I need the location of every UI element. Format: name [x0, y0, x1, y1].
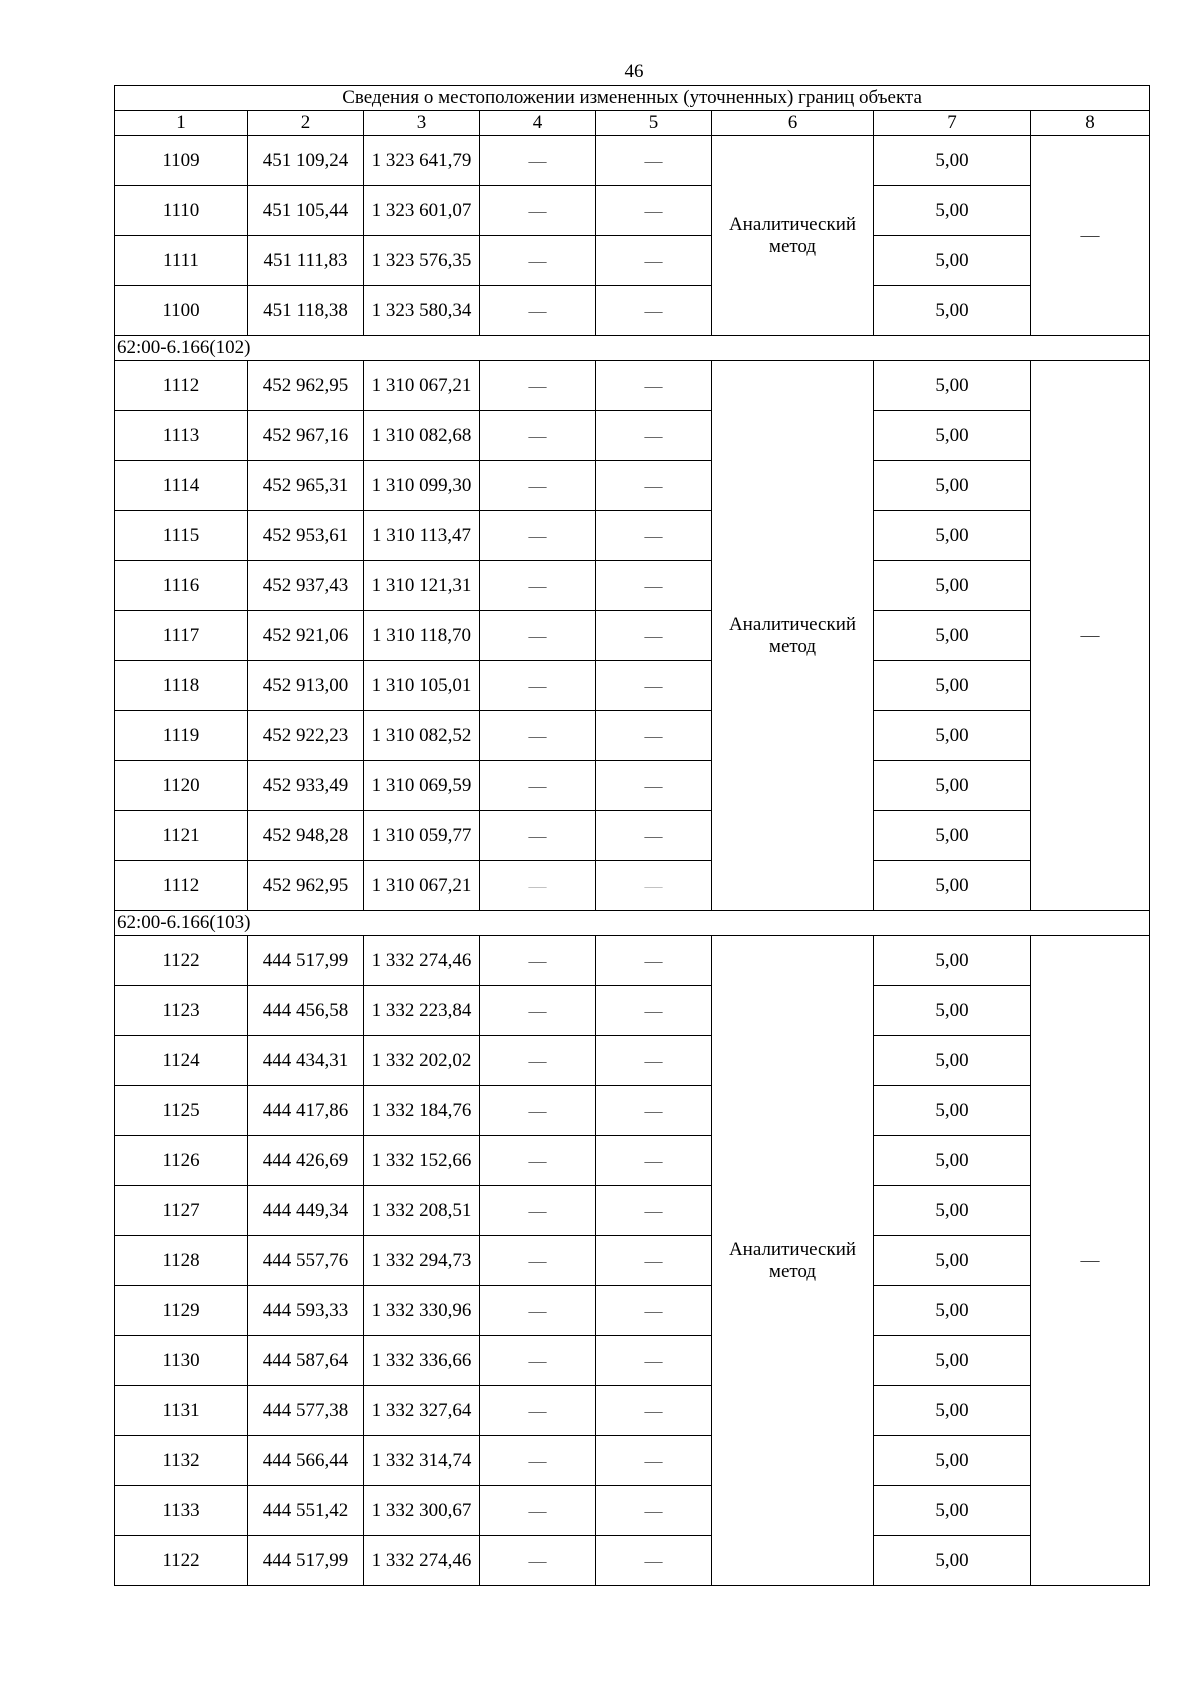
column-number-row	[115, 111, 1150, 136]
column-5-dash-cell: —	[596, 1086, 712, 1136]
point-number-cell: 1128	[115, 1236, 248, 1286]
accuracy-cell: 5,00	[874, 1386, 1031, 1436]
x-coordinate-cell: 444 456,58	[248, 986, 364, 1036]
column-4-dash-cell: —	[480, 236, 596, 286]
point-number-cell: 1122	[115, 936, 248, 986]
page-number: 46	[624, 61, 644, 82]
y-coordinate-cell: 1 332 184,76	[364, 1086, 480, 1136]
accuracy-cell: 5,00	[874, 411, 1031, 461]
method-cell	[712, 136, 874, 336]
column-4-dash-cell: —	[480, 1386, 596, 1436]
point-number-cell: 1112	[115, 861, 248, 911]
x-coordinate-cell: 444 587,64	[248, 1336, 364, 1386]
x-coordinate-cell: 444 517,99	[248, 936, 364, 986]
table-row	[115, 1036, 1150, 1086]
column-5-dash-cell: —	[596, 661, 712, 711]
column-4-dash-cell: —	[480, 811, 596, 861]
x-coordinate-cell: 444 449,34	[248, 1186, 364, 1236]
y-coordinate-cell: 1 332 208,51	[364, 1186, 480, 1236]
y-coordinate-cell: 1 310 099,30	[364, 461, 480, 511]
method-line-1: Аналитический	[728, 213, 857, 235]
point-number-cell: 1121	[115, 811, 248, 861]
method-line-2: метод	[768, 1260, 817, 1282]
x-coordinate-cell: 452 937,43	[248, 561, 364, 611]
point-number-cell: 1116	[115, 561, 248, 611]
x-coordinate-cell: 444 577,38	[248, 1386, 364, 1436]
point-number-cell: 1126	[115, 1136, 248, 1186]
accuracy-cell: 5,00	[874, 236, 1031, 286]
column-4-dash-cell: —	[480, 1136, 596, 1186]
point-number-cell: 1120	[115, 761, 248, 811]
column-number: 5	[596, 111, 712, 136]
x-coordinate-cell: 452 948,28	[248, 811, 364, 861]
x-coordinate-cell: 452 962,95	[248, 861, 364, 911]
table-row	[115, 136, 1150, 186]
point-number-cell: 1127	[115, 1186, 248, 1236]
table-row	[115, 761, 1150, 811]
column-5-dash-cell: —	[596, 936, 712, 986]
column-number: 8	[1031, 111, 1150, 136]
y-coordinate-cell: 1 332 300,67	[364, 1486, 480, 1536]
column-4-dash-cell: —	[480, 861, 596, 911]
accuracy-cell: 5,00	[874, 1536, 1031, 1586]
table-row	[115, 1136, 1150, 1186]
x-coordinate-cell: 444 434,31	[248, 1036, 364, 1086]
column-5-dash-cell: —	[596, 186, 712, 236]
accuracy-cell: 5,00	[874, 186, 1031, 236]
accuracy-cell: 5,00	[874, 986, 1031, 1036]
column-4-dash-cell: —	[480, 511, 596, 561]
column-5-dash-cell: —	[596, 411, 712, 461]
accuracy-cell: 5,00	[874, 1186, 1031, 1236]
y-coordinate-cell: 1 310 121,31	[364, 561, 480, 611]
method-cell	[712, 361, 874, 911]
column-number: 3	[364, 111, 480, 136]
y-coordinate-cell: 1 323 601,07	[364, 186, 480, 236]
y-coordinate-cell: 1 310 082,68	[364, 411, 480, 461]
column-4-dash-cell: —	[480, 186, 596, 236]
column-4-dash-cell: —	[480, 1536, 596, 1586]
column-number: 7	[874, 111, 1031, 136]
column-8-dash-cell: —	[1031, 361, 1150, 911]
table-row	[115, 861, 1150, 911]
accuracy-cell: 5,00	[874, 761, 1031, 811]
table-row	[115, 186, 1150, 236]
point-number-cell: 1129	[115, 1286, 248, 1336]
column-5-dash-cell: —	[596, 611, 712, 661]
accuracy-cell: 5,00	[874, 1086, 1031, 1136]
point-number-cell: 1123	[115, 986, 248, 1036]
point-number-cell: 1124	[115, 1036, 248, 1086]
section-header: 62:00-6.166(102)	[115, 336, 1150, 361]
table-row	[115, 1436, 1150, 1486]
column-4-dash-cell: —	[480, 986, 596, 1036]
accuracy-cell: 5,00	[874, 1286, 1031, 1336]
column-4-dash-cell: —	[480, 1036, 596, 1086]
column-5-dash-cell: —	[596, 1186, 712, 1236]
column-4-dash-cell: —	[480, 611, 596, 661]
column-4-dash-cell: —	[480, 1186, 596, 1236]
column-5-dash-cell: —	[596, 1136, 712, 1186]
method-line-2: метод	[768, 635, 817, 657]
x-coordinate-cell: 452 967,16	[248, 411, 364, 461]
accuracy-cell: 5,00	[874, 1036, 1031, 1086]
column-4-dash-cell: —	[480, 461, 596, 511]
column-5-dash-cell: —	[596, 1436, 712, 1486]
method-line-2: метод	[768, 235, 817, 257]
point-number-cell: 1125	[115, 1086, 248, 1136]
table-row	[115, 561, 1150, 611]
section-header-row	[115, 911, 1150, 936]
column-8-dash-cell: —	[1031, 136, 1150, 336]
x-coordinate-cell: 444 593,33	[248, 1286, 364, 1336]
point-number-cell: 1109	[115, 136, 248, 186]
column-number: 2	[248, 111, 364, 136]
column-number: 6	[712, 111, 874, 136]
x-coordinate-cell: 452 933,49	[248, 761, 364, 811]
column-5-dash-cell: —	[596, 1036, 712, 1086]
column-5-dash-cell: —	[596, 1536, 712, 1586]
accuracy-cell: 5,00	[874, 1236, 1031, 1286]
x-coordinate-cell: 444 551,42	[248, 1486, 364, 1536]
table-title: Сведения о местоположении измененных (уточненных) границ объекта	[115, 86, 1150, 111]
column-number: 1	[115, 111, 248, 136]
x-coordinate-cell: 452 962,95	[248, 361, 364, 411]
table-row	[115, 1336, 1150, 1386]
point-number-cell: 1115	[115, 511, 248, 561]
column-4-dash-cell: —	[480, 661, 596, 711]
x-coordinate-cell: 444 557,76	[248, 1236, 364, 1286]
accuracy-cell: 5,00	[874, 711, 1031, 761]
point-number-cell: 1100	[115, 286, 248, 336]
point-number-cell: 1110	[115, 186, 248, 236]
table-row	[115, 1536, 1150, 1586]
point-number-cell: 1122	[115, 1536, 248, 1586]
accuracy-cell: 5,00	[874, 361, 1031, 411]
table-row	[115, 1236, 1150, 1286]
point-number-cell: 1113	[115, 411, 248, 461]
x-coordinate-cell: 452 965,31	[248, 461, 364, 511]
y-coordinate-cell: 1 323 641,79	[364, 136, 480, 186]
table-row	[115, 1286, 1150, 1336]
column-5-dash-cell: —	[596, 1286, 712, 1336]
accuracy-cell: 5,00	[874, 611, 1031, 661]
column-4-dash-cell: —	[480, 411, 596, 461]
table-title-row	[115, 86, 1150, 111]
method-cell	[712, 936, 874, 1586]
column-4-dash-cell: —	[480, 1236, 596, 1286]
accuracy-cell: 5,00	[874, 461, 1031, 511]
column-5-dash-cell: —	[596, 286, 712, 336]
table-row	[115, 361, 1150, 411]
column-5-dash-cell: —	[596, 361, 712, 411]
section-header-row	[115, 336, 1150, 361]
y-coordinate-cell: 1 332 274,46	[364, 1536, 480, 1586]
y-coordinate-cell: 1 323 580,34	[364, 286, 480, 336]
point-number-cell: 1131	[115, 1386, 248, 1436]
y-coordinate-cell: 1 332 294,73	[364, 1236, 480, 1286]
y-coordinate-cell: 1 310 113,47	[364, 511, 480, 561]
column-4-dash-cell: —	[480, 361, 596, 411]
column-5-dash-cell: —	[596, 861, 712, 911]
table-body	[115, 86, 1150, 1586]
x-coordinate-cell: 451 111,83	[248, 236, 364, 286]
y-coordinate-cell: 1 310 067,21	[364, 361, 480, 411]
point-number-cell: 1132	[115, 1436, 248, 1486]
y-coordinate-cell: 1 332 327,64	[364, 1386, 480, 1436]
point-number-cell: 1133	[115, 1486, 248, 1536]
column-4-dash-cell: —	[480, 136, 596, 186]
accuracy-cell: 5,00	[874, 511, 1031, 561]
y-coordinate-cell: 1 310 059,77	[364, 811, 480, 861]
column-5-dash-cell: —	[596, 761, 712, 811]
point-number-cell: 1112	[115, 361, 248, 411]
accuracy-cell: 5,00	[874, 936, 1031, 986]
column-4-dash-cell: —	[480, 561, 596, 611]
x-coordinate-cell: 452 922,23	[248, 711, 364, 761]
column-5-dash-cell: —	[596, 1486, 712, 1536]
section-header: 62:00-6.166(103)	[115, 911, 1150, 936]
accuracy-cell: 5,00	[874, 661, 1031, 711]
column-4-dash-cell: —	[480, 761, 596, 811]
column-5-dash-cell: —	[596, 1236, 712, 1286]
column-5-dash-cell: —	[596, 561, 712, 611]
accuracy-cell: 5,00	[874, 136, 1031, 186]
table-row	[115, 661, 1150, 711]
table-row	[115, 1486, 1150, 1536]
y-coordinate-cell: 1 310 067,21	[364, 861, 480, 911]
column-5-dash-cell: —	[596, 1336, 712, 1386]
point-number-cell: 1111	[115, 236, 248, 286]
x-coordinate-cell: 451 109,24	[248, 136, 364, 186]
x-coordinate-cell: 452 913,00	[248, 661, 364, 711]
y-coordinate-cell: 1 332 152,66	[364, 1136, 480, 1186]
y-coordinate-cell: 1 323 576,35	[364, 236, 480, 286]
table-row	[115, 811, 1150, 861]
y-coordinate-cell: 1 332 314,74	[364, 1436, 480, 1486]
point-number-cell: 1130	[115, 1336, 248, 1386]
accuracy-cell: 5,00	[874, 861, 1031, 911]
column-5-dash-cell: —	[596, 461, 712, 511]
y-coordinate-cell: 1 332 330,96	[364, 1286, 480, 1336]
y-coordinate-cell: 1 332 202,02	[364, 1036, 480, 1086]
x-coordinate-cell: 452 953,61	[248, 511, 364, 561]
column-4-dash-cell: —	[480, 286, 596, 336]
table-row	[115, 936, 1150, 986]
column-5-dash-cell: —	[596, 986, 712, 1036]
table-row	[115, 511, 1150, 561]
x-coordinate-cell: 451 118,38	[248, 286, 364, 336]
y-coordinate-cell: 1 310 118,70	[364, 611, 480, 661]
column-5-dash-cell: —	[596, 136, 712, 186]
x-coordinate-cell: 444 426,69	[248, 1136, 364, 1186]
column-4-dash-cell: —	[480, 1286, 596, 1336]
table-row	[115, 1086, 1150, 1136]
x-coordinate-cell: 444 417,86	[248, 1086, 364, 1136]
column-4-dash-cell: —	[480, 1436, 596, 1486]
column-5-dash-cell: —	[596, 236, 712, 286]
accuracy-cell: 5,00	[874, 561, 1031, 611]
table-row	[115, 411, 1150, 461]
accuracy-cell: 5,00	[874, 1436, 1031, 1486]
column-number: 4	[480, 111, 596, 136]
table-row	[115, 1186, 1150, 1236]
column-5-dash-cell: —	[596, 511, 712, 561]
column-5-dash-cell: —	[596, 711, 712, 761]
x-coordinate-cell: 452 921,06	[248, 611, 364, 661]
table-row	[115, 611, 1150, 661]
y-coordinate-cell: 1 310 082,52	[364, 711, 480, 761]
accuracy-cell: 5,00	[874, 1486, 1031, 1536]
table-row	[115, 986, 1150, 1036]
column-4-dash-cell: —	[480, 1486, 596, 1536]
table-row	[115, 1386, 1150, 1436]
column-4-dash-cell: —	[480, 711, 596, 761]
point-number-cell: 1117	[115, 611, 248, 661]
x-coordinate-cell: 451 105,44	[248, 186, 364, 236]
column-4-dash-cell: —	[480, 1086, 596, 1136]
accuracy-cell: 5,00	[874, 811, 1031, 861]
point-number-cell: 1119	[115, 711, 248, 761]
table-row	[115, 286, 1150, 336]
column-5-dash-cell: —	[596, 1386, 712, 1436]
point-number-cell: 1118	[115, 661, 248, 711]
column-8-dash-cell: —	[1031, 936, 1150, 1586]
x-coordinate-cell: 444 517,99	[248, 1536, 364, 1586]
y-coordinate-cell: 1 332 274,46	[364, 936, 480, 986]
y-coordinate-cell: 1 310 069,59	[364, 761, 480, 811]
column-5-dash-cell: —	[596, 811, 712, 861]
column-4-dash-cell: —	[480, 1336, 596, 1386]
table-row	[115, 711, 1150, 761]
table-row	[115, 236, 1150, 286]
x-coordinate-cell: 444 566,44	[248, 1436, 364, 1486]
column-4-dash-cell: —	[480, 936, 596, 986]
accuracy-cell: 5,00	[874, 286, 1031, 336]
method-line-1: Аналитический	[728, 1238, 857, 1260]
accuracy-cell: 5,00	[874, 1336, 1031, 1386]
table-row	[115, 461, 1150, 511]
accuracy-cell: 5,00	[874, 1136, 1031, 1186]
point-number-cell: 1114	[115, 461, 248, 511]
method-line-1: Аналитический	[728, 613, 857, 635]
y-coordinate-cell: 1 310 105,01	[364, 661, 480, 711]
boundary-coordinates-table	[114, 85, 1150, 1586]
y-coordinate-cell: 1 332 223,84	[364, 986, 480, 1036]
y-coordinate-cell: 1 332 336,66	[364, 1336, 480, 1386]
